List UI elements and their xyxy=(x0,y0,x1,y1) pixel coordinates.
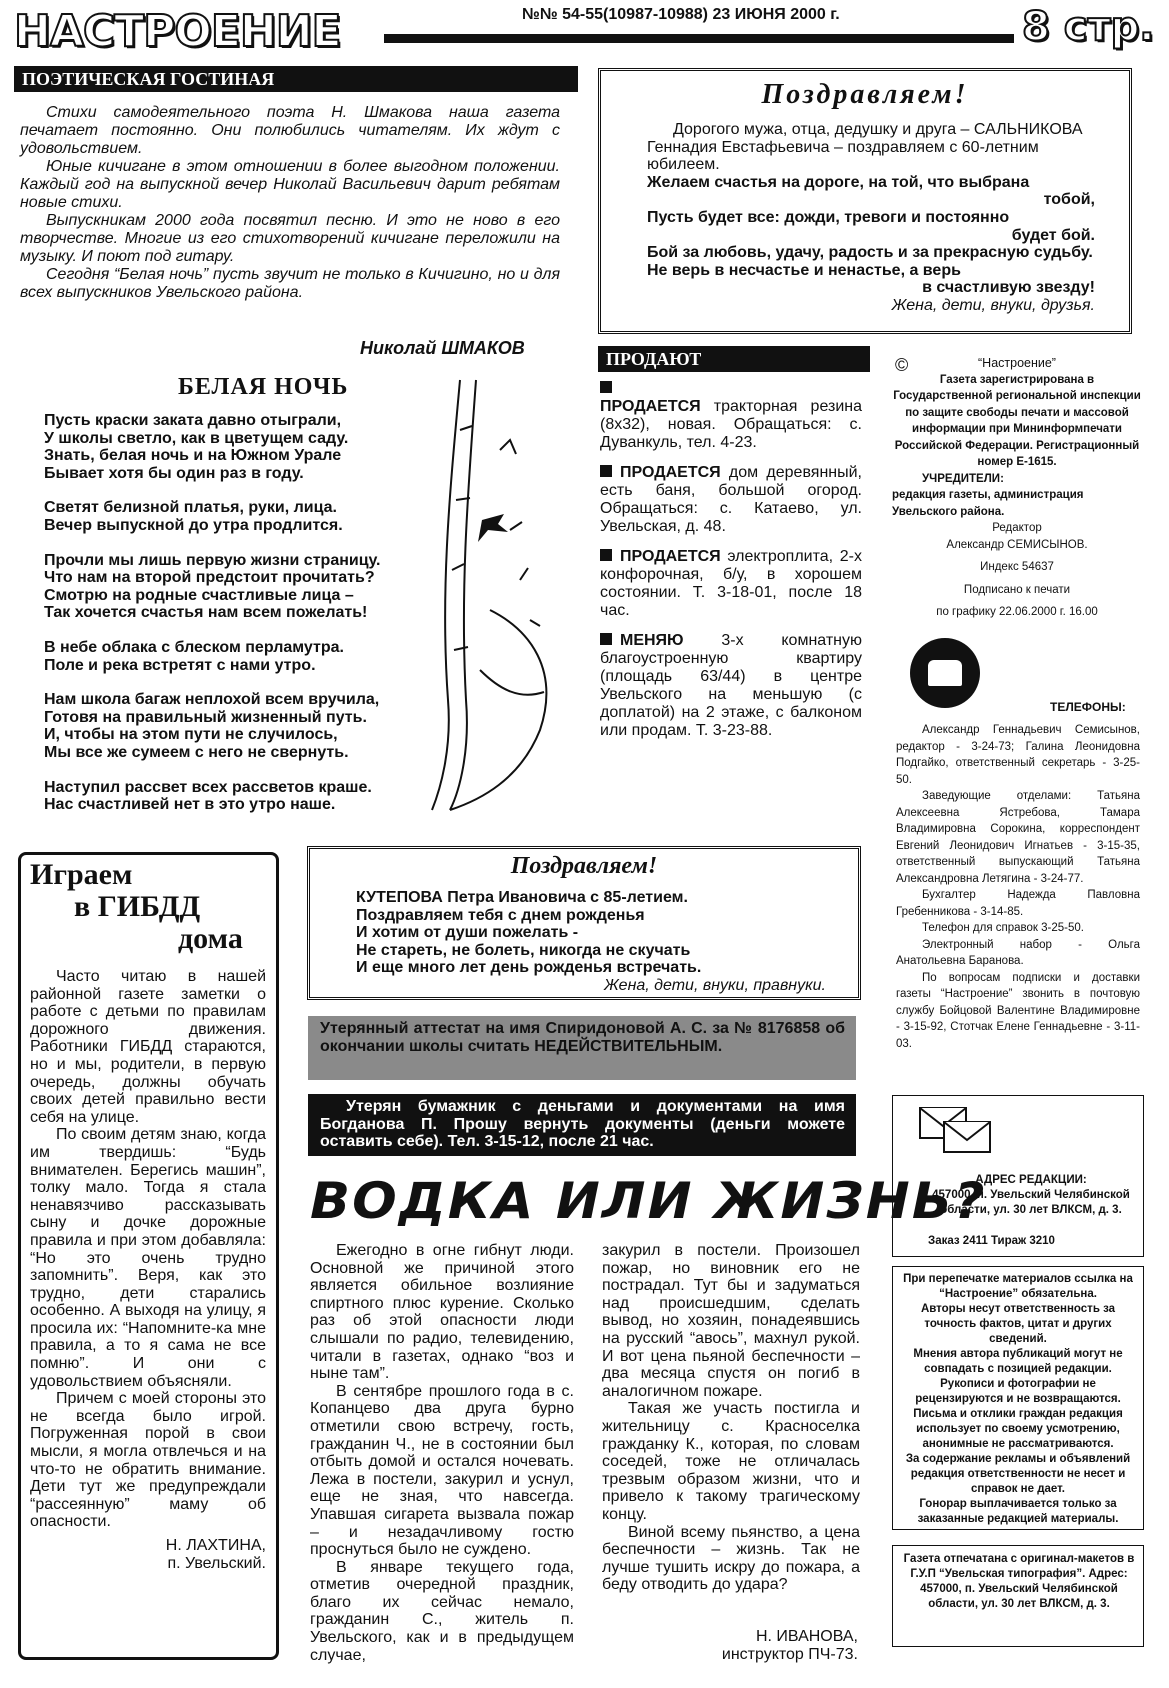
gibdd-title-line: дома xyxy=(178,922,243,955)
sale-ad xyxy=(600,632,862,740)
vodka-paragraph: Такая же участь постигла и жительницу с. Красноселка гражданку К., которая, по словам соседей, тоже не отличалась трезвым образом жизни, что и привело к такому трагическому концу. xyxy=(602,1400,860,1523)
gibdd-title-line: Играем xyxy=(30,858,133,891)
intro-paragraph: Выпускникам 2000 года посвятил песню. И это не ново в его творчестве. Многие из его стихотворений кичигане переложили на музыку. И поют под гитару. xyxy=(20,212,560,265)
vodka-signature xyxy=(690,1628,858,1663)
congrats-line: будет бой. xyxy=(1011,226,1095,244)
birch-illustration xyxy=(420,370,570,820)
telephone-icon xyxy=(910,638,980,708)
sale-ads xyxy=(600,380,862,752)
congrats-line: Бой за любовь, удачу, радость и за прекрасную судьбу. xyxy=(647,244,1093,262)
schedule: по графику 22.06.2000 г. 16.00 xyxy=(936,606,1098,618)
bullet-square-icon xyxy=(600,549,612,561)
poem-line: В небе облака с блеском перламутра. xyxy=(44,638,344,656)
note: Письма и отклики граждан редакция использует по своему усмотрению, анонимные не рассматриваются. xyxy=(913,1408,1123,1450)
poem-line: Светят белизной платья, руки, лица. xyxy=(44,499,337,517)
phones-item: Электронный набор - Ольга Анатольевна Баранова. xyxy=(896,938,1140,967)
note: Гонорар выплачивается только за заказанные редакцией материалы. xyxy=(917,1498,1119,1525)
ad-lead: ПРОДАЕТСЯ xyxy=(620,548,721,565)
vodka-paragraph: Ежегодно в огне гибнут люди. Основной же причиной этого является обильное возлияние спиртного плюс курение. Сколько раз об этой опасности люди слышали по радио, телевидению, читали в газетах, однако “воз и ныне там”. xyxy=(310,1242,574,1383)
imprint-registration: Газета зарегистрирована в Государственной региональной инспекции по защите свободы печати и массовой информации при Мининформпечати Российской Федерации. Регистрационный номер Е-1615. xyxy=(893,373,1141,468)
note: При перепечатке материалов ссылка на “Настроение” обязательна. xyxy=(903,1273,1133,1300)
ad-text: 3-х комнатную благоустроенную квартиру (площадь 63/44) в центре Увельского на меньшую (с доплатой) на 2 этаже, с балконом или продам. Т. 3-23-88. xyxy=(600,632,862,739)
ad-text: тракторная резина (8х32), новая. Обращаться: с. Дуванкуль, тел. 4-23. xyxy=(600,398,862,451)
ad-text: электроплита, 2-х конфорочная, б/у, в хорошем состоянии. Т. 3-18-01, после 18 час. xyxy=(600,548,862,619)
congrats-box-2 xyxy=(307,846,861,1000)
poem-line: И, чтобы на этом пути не случилось, xyxy=(44,726,338,744)
imprint-name: “Настроение” xyxy=(978,356,1056,370)
poem-line: Знать, белая ночь и на Южном Урале xyxy=(44,447,342,465)
ad-lead: МЕНЯЮ xyxy=(620,632,684,649)
gibdd-article xyxy=(30,968,266,1572)
lost-wallet-text: Утерян бумажник с деньгами и документами на имя Богданова П. Прошу вернуть документы (деньги можете оставить себе). Тел. 3-15-12, после 21 час. xyxy=(320,1098,845,1151)
poem-line: Мы все же сумеем с него не свернуть. xyxy=(44,743,349,761)
gibdd-title-line: в ГИБДД xyxy=(74,890,201,923)
congrats-line: КУТЕПОВА Петра Ивановича с 85-летием. xyxy=(356,889,688,906)
editor: Александр СЕМИСЫНОВ. xyxy=(946,538,1088,551)
page-number: 8 стр. xyxy=(1022,4,1155,50)
phones-item: Александр Геннадьевич Семисынов, редактор - 3-24-73; Галина Леонидовна Подгайко, ответственный секретарь - 3-25-50. xyxy=(896,724,1140,786)
address-label: АДРЕС РЕДАКЦИИ: xyxy=(975,1174,1087,1186)
vodka-headline: ВОДКА ИЛИ ЖИЗНЬ? xyxy=(310,1172,987,1230)
editor-label: Редактор xyxy=(992,522,1042,534)
poem-line: Вечер выпускной до утра продлится. xyxy=(44,516,343,534)
bullet-square-icon xyxy=(600,465,612,477)
vodka-paragraph: В сентябре прошлого года в с. Копанцево два друга бурно отметили свою встречу, гость, гражданин Ч., не в состоянии был отбыть домой и остался ночевать. Лежа в постели, закурил и уснул, еще не зная, что навсегда. Упавшая сигарета вызвала пожар – и незадачливому гостю проснуться было не суждено. xyxy=(310,1382,574,1559)
vodka-author: Н. ИВАНОВА, xyxy=(755,1628,858,1645)
phones-item: Телефон для справок 3-25-50. xyxy=(922,922,1084,934)
note: За содержание рекламы и объявлений редакция ответственности не несет и справок не дает. xyxy=(905,1453,1131,1495)
congrats-line: Желаем счастья на дороге, на той, что выбрана xyxy=(647,173,1030,191)
poem-line: Готовя на правильный жизненный путь. xyxy=(44,708,367,726)
bullet-square-icon xyxy=(600,633,612,645)
lost-wallet-notice xyxy=(308,1094,856,1156)
poem-stanza xyxy=(44,779,444,814)
intro-paragraph: Сегодня “Белая ночь” пусть звучит не только в Кичигино, но и для всех выпускников Увельского района. xyxy=(20,266,560,301)
lost-certificate-notice xyxy=(308,1016,856,1080)
congrats-line: Пусть будет все: дожди, тревоги и постоянно xyxy=(647,208,1010,226)
congrats-signature: Жена, дети, внуки, правнуки. xyxy=(604,976,826,994)
vodka-column-1 xyxy=(310,1242,574,1664)
congrats-line: Не стареть, не болеть, никогда не скучать xyxy=(356,941,691,959)
poem-line: У школы светло, как в цветущем саду. xyxy=(44,429,349,447)
congrats-line: Поздравляем тебя с днем рожденья xyxy=(356,906,645,924)
congrats-line: в счастливую звезду! xyxy=(922,279,1095,297)
copyright-icon: © xyxy=(895,355,909,375)
gibdd-paragraph: По своим детям знаю, когда им твердишь: “Будь внимателен. Берегись машин”, толку мало. Тогда я стала ненавязчиво рассказывать сыну и дочке дорожные правила и при этом добавляла: “Но это очень трудно запомнить”. Веря, как это трудно, дети старались особенно. А выходя на улицу, я просила их: “Напомните-ка мне правила, а то я сама не все помню”. И они с удовольствием объясняли. xyxy=(30,1126,266,1390)
poem-line: Смотрю на родные счастливые лица – xyxy=(44,586,354,604)
congrats-line: И хотим от души пожелать - xyxy=(356,924,579,942)
bullet-square-icon xyxy=(600,381,612,393)
poem-author: Николай ШМАКОВ xyxy=(360,338,525,358)
poetry-intro xyxy=(20,104,560,302)
poem-line: Нам школа багаж неплохой всем вручила, xyxy=(44,691,380,709)
founders-label: УЧРЕДИТЕЛИ: xyxy=(922,472,1004,485)
signed: Подписано к печати xyxy=(963,583,1071,596)
founders: редакция газеты, администрация Увельского района. xyxy=(892,489,1084,518)
poetry-rubric: ПОЭТИЧЕСКАЯ ГОСТИНАЯ xyxy=(14,66,578,92)
poem-stanza xyxy=(44,412,444,482)
intro-paragraph: Юные кичигане в этом отношении в более выгодном положении. Каждый год на выпускной вечер Николай Васильевич дарит ребятам новые стихи. xyxy=(20,158,560,211)
sale-ad xyxy=(600,464,862,536)
ad-text: дом деревянный, есть баня, большой огород. Обращаться: с. Катаево, ул. Увельская, д. 48. xyxy=(600,464,862,535)
poem-stanza xyxy=(44,552,444,622)
gibdd-paragraph: Причем с моей стороны это не всегда было игрой. Погруженная порой в свои мысли, я могла отвлечься и на что-то не обратить внимание. Дети тут же предупреждали “рассеянную” маму об опасности. xyxy=(30,1390,266,1531)
index: Индекс 54637 xyxy=(980,561,1054,573)
gibdd-place: п. Увельский. xyxy=(167,1554,266,1572)
poem-line: Что нам на второй предстоит прочитать? xyxy=(44,569,375,587)
vodka-paragraph: В январе текущего года, отметив очередной праздник, благо их сейчас немало, гражданин С., житель п. Увельского, как и в предыдущем случае, xyxy=(310,1558,574,1664)
sale-ad xyxy=(600,380,862,452)
poem-title: БЕЛАЯ НОЧЬ xyxy=(178,374,349,400)
vodka-role: инструктор ПЧ-73. xyxy=(721,1645,858,1663)
vodka-paragraph: Виной всему пьянство, а цена беспечности – жизнь. Так не лучше тушить искру до пожара, а беду отводить до удара? xyxy=(602,1523,860,1594)
masthead-rule xyxy=(384,34,1014,43)
congrats-intro: Дорогого мужа, отца, дедушку и друга – САЛЬНИКОВА Геннадия Евстафьевича – поздравляем с 60-летним юбилеем. xyxy=(647,121,1083,174)
poem-line: Наступил рассвет всех рассветов краше. xyxy=(44,778,372,796)
imprint xyxy=(892,355,1142,621)
congrats-line: Не верь в несчастье и ненастье, а верь xyxy=(647,261,961,279)
sale-ad xyxy=(600,548,862,620)
congrats-body xyxy=(356,889,826,995)
congrats-line: тобой, xyxy=(1043,191,1095,209)
ad-lead: ПРОДАЕТСЯ xyxy=(620,464,721,481)
ad-lead: ПРОДАЕТСЯ xyxy=(600,398,701,415)
envelope-icon xyxy=(918,1106,992,1154)
poem-line: Прочли мы лишь первую жизни страницу. xyxy=(44,551,381,569)
poem-line: Поле и река встретят с нами утро. xyxy=(44,656,316,674)
phones-item: Бухгалтер Надежда Павловна Гребенникова - 3-14-85. xyxy=(896,889,1140,918)
poem xyxy=(44,412,444,831)
gibdd-author: Н. ЛАХТИНА, xyxy=(165,1537,266,1554)
congrats-title: Поздравляем! xyxy=(761,79,969,110)
poem-line: Пусть краски заката давно отыграли, xyxy=(44,412,342,429)
phones xyxy=(896,722,1140,1052)
congrats-box xyxy=(598,68,1132,334)
poem-stanza xyxy=(44,639,444,674)
congrats-body xyxy=(647,121,1095,315)
order-info: Заказ 2411 Тираж 3210 xyxy=(928,1235,1055,1247)
lost-certificate-text: Утерянный аттестат на имя Спиридоновой А. С. за № 8176858 об окончании школы считать НЕДЕЙСТВИТЕЛЬНЫМ. xyxy=(320,1020,845,1055)
masthead-title: НАСТРОЕНИЕ xyxy=(14,6,341,57)
poem-stanza xyxy=(44,691,444,761)
sale-rubric: ПРОДАЮТ xyxy=(598,346,870,372)
vodka-paragraph: закурил в постели. Произошел пожар, но виновник его не пострадал. Тут бы и задуматься над происшедшим, сделать вывод, но хозяин, понадеявшись на русский “авось”, махнул рукой. И вот цена пьяной беспечности – два месяца спустя он погиб в аналогичном пожаре. xyxy=(602,1242,860,1400)
printing-house: Газета отпечатана с оригинал-макетов в Г.У.П “Увельская типография”. Адрес: 457000, п. Увельский Челябинской области, ул. 30 лет ВЛКСМ, д. 3. xyxy=(903,1553,1135,1610)
issue-line: №№ 54-55(10987-10988) 23 ИЮНЯ 2000 г. xyxy=(522,6,840,23)
note: Мнения автора публикаций могут не совпадать с позицией редакции. Рукописи и фотографии не рецензируются и не возвращаются. xyxy=(913,1348,1123,1405)
congrats-line: И еще много лет день рожденья встречать. xyxy=(356,959,702,977)
intro-paragraph: Стихи самодеятельного поэта Н. Шмакова наша газета печатает постоянно. Они полюбились читателям. Их ждут с удовольствием. xyxy=(20,104,560,157)
notes xyxy=(900,1272,1136,1527)
address-text: 457000, п. Увельский Челябинской области, ул. 30 лет ВЛКСМ, д. 3. xyxy=(932,1189,1130,1216)
poem-line: Так хочется счастья нам всем пожелать! xyxy=(44,604,368,622)
poem-line: Нас счастливей нет в это утро наше. xyxy=(44,796,336,814)
gibdd-paragraph: Часто читаю в нашей районной газете заметки о работе с детьми по правилам дорожного движения. Работники ГИБДД стараются, но и мы, родители, в первую очередь, должны обучать своих детей правильно вести себя на улице. xyxy=(30,968,266,1126)
note: Авторы несут ответственность за точность фактов, цитат и других сведений. xyxy=(920,1303,1116,1345)
phones-item: Заведующие отделами: Татьяна Алексеевна Ястребова, Тамара Владимировна Сорокина, корреспондент Евгений Леонидович Игнатьев - 3-15-35, ответственный выпускающий Татьяна Александровна Летягина - 3-24-77. xyxy=(896,790,1140,885)
phones-item: По вопросам подписки и доставки газеты “Настроение” звонить в почтовую службу Бойцовой Валентине Владимировне - 3-15-92, Стотчак Елене Геннадьевне - 3-11-03. xyxy=(896,971,1140,1050)
congrats-title: Поздравляем! xyxy=(510,853,658,879)
congrats-signature: Жена, дети, внуки, друзья. xyxy=(891,296,1095,314)
vodka-column-2 xyxy=(602,1242,860,1594)
phones-title: ТЕЛЕФОНЫ: xyxy=(1050,700,1126,714)
poem-line: Бывает хотя бы один раз в году. xyxy=(44,464,304,482)
poem-stanza xyxy=(44,499,444,534)
